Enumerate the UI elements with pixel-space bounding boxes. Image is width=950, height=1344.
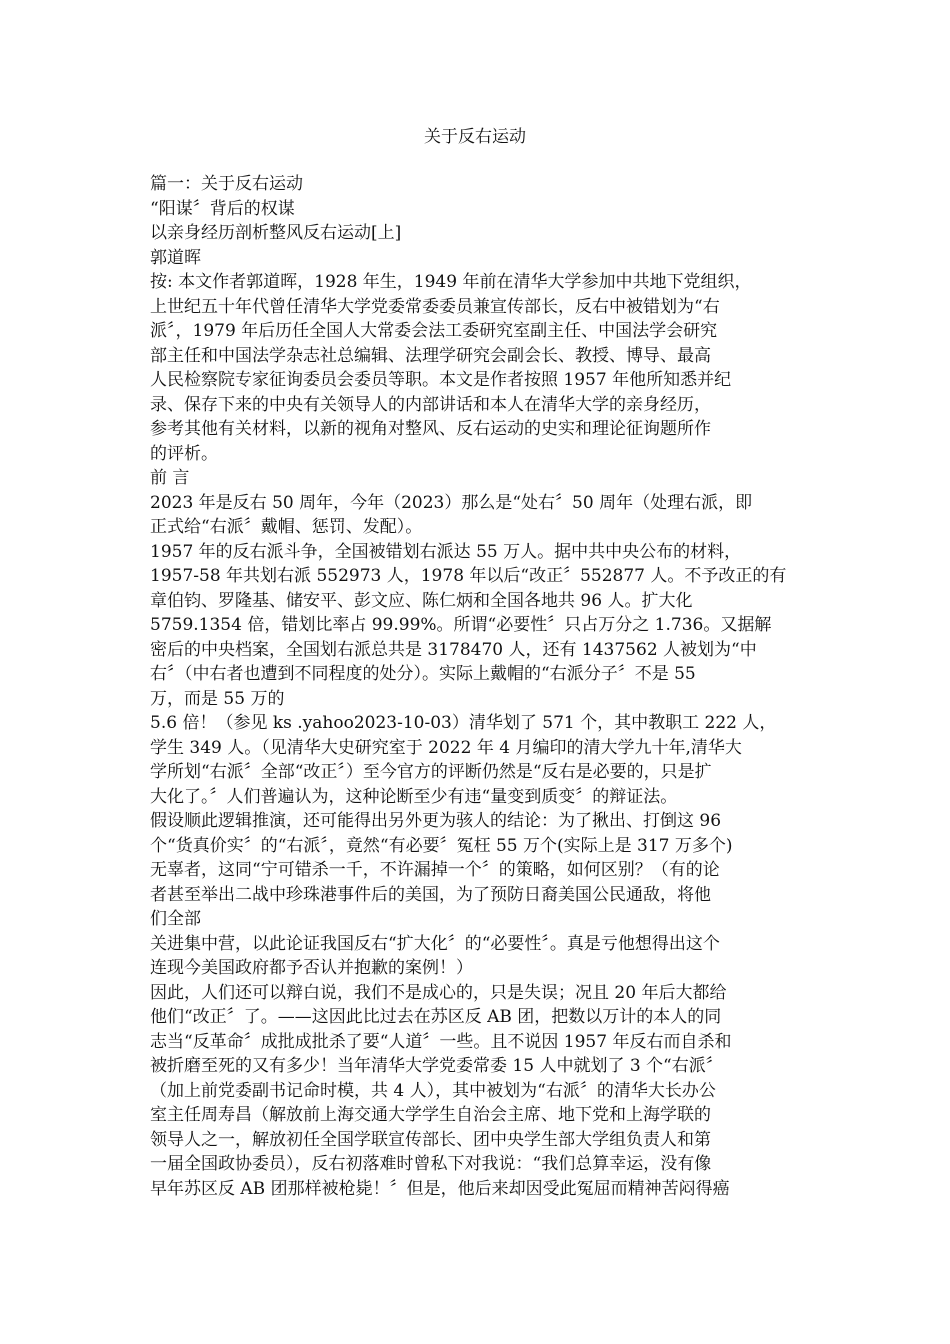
text-line: 密后的中央档案，全国划右派总共是 3178470 人，还有 1437562 人被划为“中 bbox=[150, 639, 757, 660]
text-line: 参考其他有关材料，以新的视角对整风、反右运动的史实和理论征询题所作 bbox=[150, 419, 711, 439]
text-line: 早年苏区反 AB 团那样被枪毙！〞但是，他后来却因受此冤屈而精神苦闷得癌 bbox=[150, 1178, 730, 1199]
text-line: 个“货真价实〞的“右派〞，竟然“有必要〞冤枉 55 万个(实际上是 317 万多个) bbox=[150, 835, 733, 856]
text-line: 者甚至举出二战中珍珠港事件后的美国，为了预防日裔美国公民通敌，将他 bbox=[150, 884, 711, 905]
text-line: 上世纪五十年代曾任清华大学党委常委委员兼宣传部长，反右中被错划为“右 bbox=[150, 296, 720, 317]
text-line: 派〞，1979 年后历任全国人大常委会法工委研究室副主任、中国法学会研究 bbox=[150, 321, 718, 341]
text-line: 万，而是 55 万的 bbox=[150, 688, 285, 709]
text-line: 关进集中营，以此论证我国反右“扩大化〞的“必要性〞。真是亏他想得出这个 bbox=[150, 933, 720, 954]
text-line: （加上前党委副书记命时模，共 4 人），其中被划为“右派〞的清华大长办公 bbox=[150, 1080, 716, 1101]
text-line: 领导人之一，解放初任全国学联宣传部长、团中央学生部大学组负责人和第 bbox=[150, 1129, 711, 1150]
text-line: 1957 年的反右派斗争，全国被错划右派达 55 万人。据中共中央公布的材料， bbox=[150, 541, 742, 562]
document-body bbox=[150, 172, 810, 1201]
text-line: 一届全国政协委员），反右初落难时曾私下对我说：“我们总算幸运，没有像 bbox=[150, 1154, 712, 1174]
text-line: 们全部 bbox=[150, 909, 201, 929]
text-line: 1957-58 年共划右派 552973 人，1978 年以后“改正〞552877 人。不予改正的有 bbox=[150, 566, 787, 586]
text-line: 前 言 bbox=[150, 468, 190, 488]
text-line: 学所划“右派〞全部“改正〞）至今官方的评断仍然是“反右是必要的，只是扩 bbox=[150, 762, 712, 782]
text-line: 假设顺此逻辑推演，还可能得出另外更为骇人的结论：为了揪出、打倒这 96 bbox=[150, 811, 722, 831]
text-line: 2023 年是反右 50 周年，今年（2023）那么是“处右〞50 周年（处理右派，即 bbox=[150, 492, 753, 513]
text-line: 5759.1354 倍，错划比率占 99.99%。所谓“必要性〞只占万分之 1.736。又据解 bbox=[150, 615, 772, 635]
document-title: 关于反右运动 bbox=[424, 127, 526, 147]
text-line: 志当“反革命〞成批成批杀了要“人道〞一些。且不说因 1957 年反右而自杀和 bbox=[150, 1031, 732, 1052]
text-line: 右〞（中右者也遭到不同程度的处分）。实际上戴帽的“右派分子〞不是 55 bbox=[150, 664, 696, 684]
text-line: 章伯钧、罗隆基、储安平、彭文应、陈仁炳和全国各地共 96 人。扩大化 bbox=[150, 590, 693, 611]
text-line: 他们“改正〞了。——这因此比过去在苏区反 AB 团，把数以万计的本人的同 bbox=[150, 1007, 722, 1027]
text-line: 连现今美国政府都予否认并抱歉的案例！） bbox=[150, 958, 473, 978]
text-line: 正式给“右派〞戴帽、惩罚、发配）。 bbox=[150, 517, 423, 537]
text-line: 被折磨至死的又有多少！当年清华大学党委常委 15 人中就划了 3 个“右派〞 bbox=[150, 1056, 723, 1076]
text-line: 室主任周寿昌（解放前上海交通大学学生自治会主席、地下党和上海学联的 bbox=[150, 1105, 711, 1125]
text-line: 无辜者，这同“宁可错杀一千，不许漏掉一个〞的策略，如何区别？（有的论 bbox=[150, 860, 720, 880]
text-line: 学生 349 人。（见清华大史研究室于 2022 年 4 月编印的清大学九十年,清华大 bbox=[150, 737, 742, 758]
text-line: “阳谋〞背后的权谋 bbox=[150, 198, 295, 219]
text-line: 部主任和中国法学杂志社总编辑、法理学研究会副会长、教授、博导、最高 bbox=[150, 345, 711, 366]
text-line: 因此，人们还可以辩白说，我们不是成心的，只是失误；况且 20 年后大都给 bbox=[150, 982, 727, 1003]
text-line: 按: 本文作者郭道晖，1928 年生，1949 年前在清华大学参加中共地下党组织， bbox=[150, 272, 752, 292]
text-line: 大化了。〞人们普遍认为，这种论断至少有违“量变到质变〞的辩证法。 bbox=[150, 786, 678, 807]
text-line: 以亲身经历剖析整风反右运动[上] bbox=[150, 223, 402, 243]
text-line: 篇一：关于反右运动 bbox=[150, 174, 303, 194]
text-line: 人民检察院专家征询委员会委员等职。本文是作者按照 1957 年他所知悉并纪 bbox=[150, 370, 732, 390]
text-line: 郭道晖 bbox=[150, 247, 201, 268]
text-line: 录、保存下来的中央有关领导人的内部讲话和本人在清华大学的亲身经历， bbox=[150, 394, 711, 415]
text-line: 5.6 倍！（参见 ks .yahoo2023-10-03）清华划了 571 个，其中教职工 222 人， bbox=[150, 713, 777, 733]
text-line: 的评析。 bbox=[150, 443, 218, 464]
